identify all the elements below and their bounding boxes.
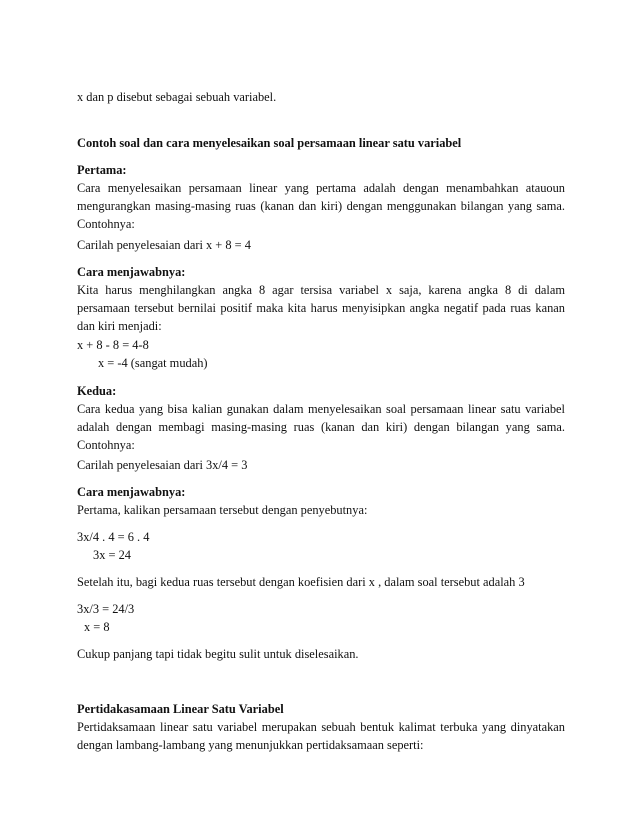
kedua-step-1: 3x/4 . 4 = 6 . 4: [77, 530, 150, 544]
kedua-step-4: x = 8: [84, 620, 110, 634]
pertama-answer-heading: Cara menjawabnya:: [77, 265, 186, 279]
kedua-after-text: Setelah itu, bagi kedua ruas tersebut dengan koefisien dari x , dalam soal tersebut adalah 3: [77, 575, 525, 589]
kedua-body: Cara kedua yang bisa kalian gunakan dalam menyelesaikan soal persamaan linear satu variabel adalah dengan membagi masing-masing ruas (kanan dan kiri) dengan bilangan yang sama. Contohnya:: [77, 402, 565, 452]
pertama-body: Cara menyelesaikan persamaan linear yang pertama adalah dengan menambahkan atauoun mengurangkan masing-masing ruas (kanan dan kiri) dengan menggunakan bilangan yang sama. Contohnya:: [77, 181, 565, 231]
kedua-step-2: 3x = 24: [93, 548, 131, 562]
kedua-example: Carilah penyelesaian dari 3x/4 = 3: [77, 458, 248, 472]
kedua-heading: Kedua:: [77, 384, 117, 398]
kedua-answer-heading: Cara menjawabnya:: [77, 485, 186, 499]
pertama-example: Carilah penyelesaian dari x + 8 = 4: [77, 238, 251, 252]
kedua-step-3: 3x/3 = 24/3: [77, 602, 135, 616]
pertama-step-1: x + 8 - 8 = 4-8: [77, 338, 149, 352]
section-heading-contoh-soal: Contoh soal dan cara menyelesaikan soal persamaan linear satu variabel: [77, 136, 462, 150]
kedua-answer-body: Pertama, kalikan persamaan tersebut dengan penyebutnya:: [77, 503, 368, 517]
pertama-step-2: x = -4 (sangat mudah): [98, 356, 208, 370]
pertama-answer-body: Kita harus menghilangkan angka 8 agar tersisa variabel x saja, karena angka 8 di dalam persamaan tersebut bernilai positif maka kita harus menyisipkan angka negatif pada ruas kanan dan kiri menjadi:: [77, 283, 565, 333]
intro-text: x dan p disebut sebagai sebuah variabel.: [77, 90, 277, 104]
section-heading-pertidaksamaan: Pertidakasamaan Linear Satu Variabel: [77, 702, 284, 716]
pertidaksamaan-body: Pertidaksamaan linear satu variabel merupakan sebuah bentuk kalimat terbuka yang dinyatakan dengan lambang-lambang yang menunjukkan pertidaksamaan seperti:: [77, 720, 565, 752]
pertama-heading: Pertama:: [77, 163, 127, 177]
kedua-closing: Cukup panjang tapi tidak begitu sulit untuk diselesaikan.: [77, 647, 359, 661]
